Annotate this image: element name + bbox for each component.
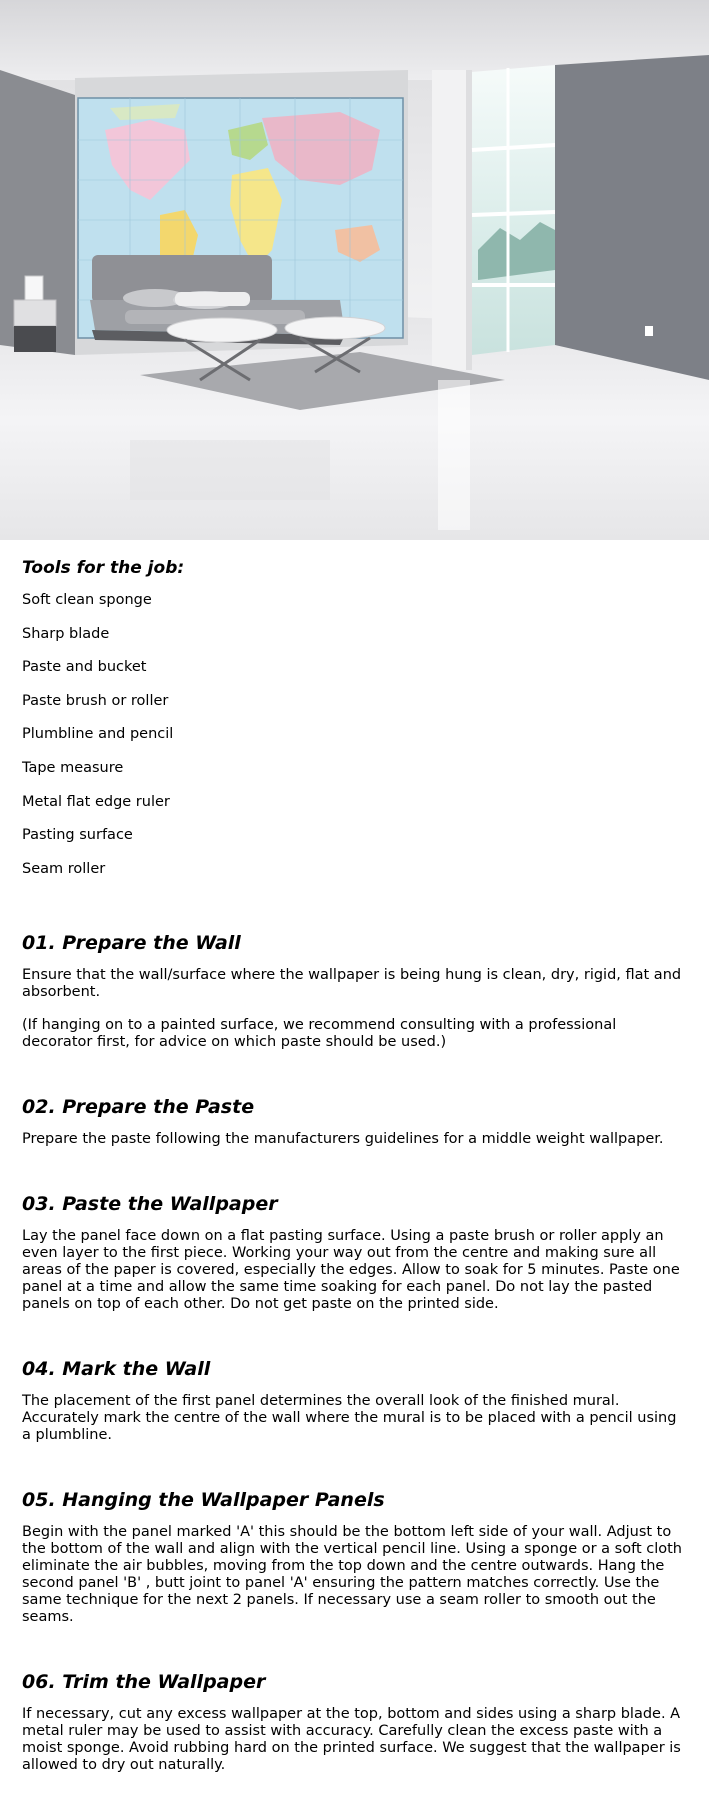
step-paragraph: Begin with the panel marked 'A' this should be the bottom left side of your wall. Adjust to the bottom of the wall and align with the vertical pencil line. Using a sponge or a soft cloth eliminate the air bubbles, moving from the top down and the centre outwards. Hang the second panel 'B' , butt joint to panel 'A' ensuring the pattern matches correctly. Use the same technique for the next 2 panels. If necessary use a seam roller to smooth out the seams. bbox=[22, 1523, 682, 1625]
pillar bbox=[432, 70, 470, 370]
step-paragraph: (If hanging on to a painted surface, we recommend consulting with a professional decorator first, for advice on which paste should be used.) bbox=[22, 1016, 617, 1050]
step-hanging-panels bbox=[22, 1488, 687, 1626]
room-scene-illustration bbox=[0, 0, 709, 540]
step-title: 01. Prepare the Wall bbox=[22, 931, 241, 954]
tool-item: Pasting surface bbox=[22, 827, 133, 844]
step-title: 05. Hanging the Wallpaper Panels bbox=[22, 1488, 385, 1511]
step-title: 03. Paste the Wallpaper bbox=[22, 1192, 278, 1215]
tool-item: Paste and bucket bbox=[22, 659, 147, 676]
right-wall bbox=[555, 55, 709, 380]
step-prepare-paste bbox=[22, 1095, 687, 1148]
bed-reflection bbox=[130, 440, 330, 500]
tools-section bbox=[22, 556, 687, 879]
wall-socket bbox=[645, 326, 653, 336]
step-paragraph: Lay the panel face down on a flat pasting surface. Using a paste brush or roller apply an even layer to the first piece. Working your way out from the centre and making sure all areas of the paper is covered, especially the edges. Allow to soak for 5 minutes. Paste one panel at a time and allow the same time soaking for each panel. Do not lay the pasted panels on top of each other. Do not get paste on the printed side. bbox=[22, 1227, 680, 1312]
step-mark-wall bbox=[22, 1357, 687, 1444]
pillar-reflection bbox=[438, 380, 470, 530]
tool-item: Plumbline and pencil bbox=[22, 726, 174, 743]
step-title: 06. Trim the Wallpaper bbox=[22, 1670, 266, 1693]
tools-title: Tools for the job: bbox=[22, 558, 185, 578]
window bbox=[472, 65, 555, 355]
step-trim-wallpaper bbox=[22, 1670, 687, 1774]
tool-item: Paste brush or roller bbox=[22, 692, 169, 709]
tool-item: Tape measure bbox=[22, 759, 124, 776]
step-title: 02. Prepare the Paste bbox=[22, 1095, 255, 1118]
step-paragraph: If necessary, cut any excess wallpaper at the top, bottom and sides using a sharp blade. A metal ruler may be used to assist with accuracy. Carefully clean the excess paste with a moist sponge. Avoid rubbing hard on the printed surface. We suggest that the wallpaper is allowed to dry out naturally. bbox=[22, 1705, 681, 1773]
tool-item: Soft clean sponge bbox=[22, 592, 152, 608]
step-paragraph: Ensure that the wall/surface where the wallpaper is being hung is clean, dry, rigid, flat and absorbent. bbox=[22, 966, 682, 1000]
step-paragraph: The placement of the first panel determines the overall look of the finished mural. Accurately mark the centre of the wall where the mural is to be placed with a pencil using a plumbline. bbox=[22, 1392, 677, 1443]
hero-room-image bbox=[0, 0, 709, 540]
tool-item: Seam roller bbox=[22, 860, 106, 877]
tools-list bbox=[22, 590, 687, 879]
step-title: 04. Mark the Wall bbox=[22, 1357, 211, 1380]
tool-item: Metal flat edge ruler bbox=[22, 793, 170, 810]
step-prepare-wall bbox=[22, 931, 687, 1051]
step-paste-wallpaper bbox=[22, 1192, 687, 1313]
tool-item: Sharp blade bbox=[22, 625, 110, 642]
instructions-content bbox=[0, 540, 709, 1774]
step-paragraph: Prepare the paste following the manufacturers guidelines for a middle weight wallpaper. bbox=[22, 1130, 664, 1147]
